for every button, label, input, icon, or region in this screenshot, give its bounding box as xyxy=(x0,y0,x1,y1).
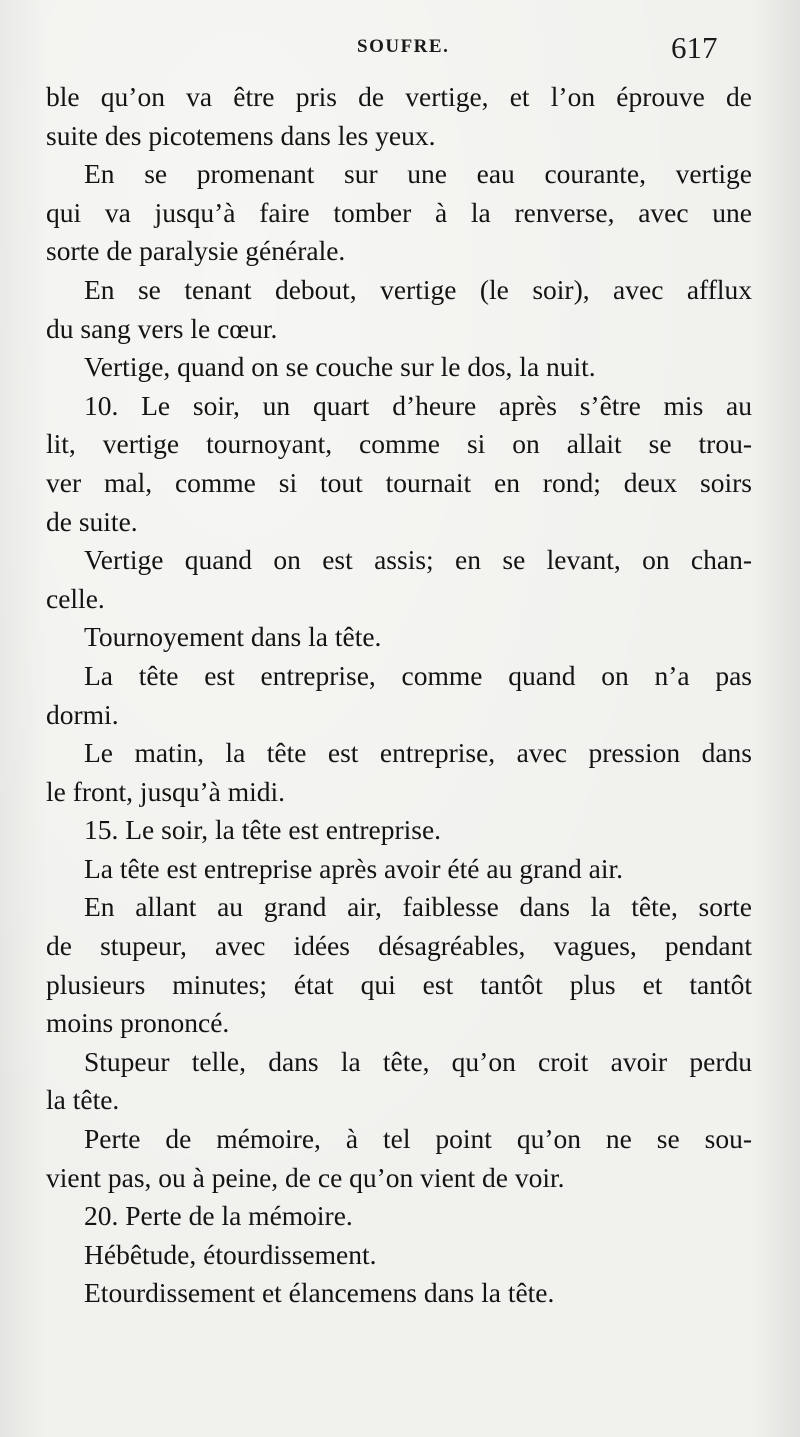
text-line: du sang vers le cœur. xyxy=(46,312,278,344)
text-line: Stupeur telle, dans la tête, qu’on croit avoir perdu xyxy=(84,1045,752,1077)
text-line: 10. Le soir, un quart d’heure après s’être mis au xyxy=(84,389,752,421)
text-line: de suite. xyxy=(46,505,138,537)
text-line: vient pas, ou à peine, de ce qu’on vient de voir. xyxy=(46,1161,565,1193)
page-header xyxy=(0,28,800,68)
text-line: qui va jusqu’à faire tomber à la renverse, avec une xyxy=(46,196,752,228)
text-line: Tournoyement dans la tête. xyxy=(84,621,382,653)
text-line: sorte de paralysie générale. xyxy=(46,235,346,267)
text-line: En se promenant sur une eau courante, vertige xyxy=(84,158,752,190)
text-line: En se tenant debout, vertige (le soir), avec afflux xyxy=(84,273,752,305)
text-line: 20. Perte de la mémoire. xyxy=(84,1200,353,1232)
text-line: Le matin, la tête est entreprise, avec pression dans xyxy=(84,737,752,769)
text-line: Perte de mémoire, à tel point qu’on ne se sou- xyxy=(84,1123,752,1155)
text-line: celle. xyxy=(46,582,105,614)
text-line: la tête. xyxy=(46,1084,120,1116)
text-line: Vertige quand on est assis; en se levant, on chan- xyxy=(84,544,752,576)
running-head: SOUFRE. xyxy=(357,36,450,57)
text-line: dormi. xyxy=(46,698,119,730)
text-line: suite des picotemens dans les yeux. xyxy=(46,119,436,151)
text-line: La tête est entreprise, comme quand on n’a pas xyxy=(84,659,752,691)
text-line: Hébêtude, étourdissement. xyxy=(84,1238,377,1270)
text-line: lit, vertige tournoyant, comme si on allait se trou- xyxy=(46,428,752,460)
text-line: le front, jusqu’à midi. xyxy=(46,775,286,807)
text-line: 15. Le soir, la tête est entreprise. xyxy=(84,814,442,846)
text-line: La tête est entreprise après avoir été au grand air. xyxy=(84,852,624,884)
text-line: ble qu’on va être pris de vertige, et l’on éprouve de xyxy=(46,81,752,112)
text-line: Vertige, quand on se couche sur le dos, la nuit. xyxy=(84,351,596,383)
text-line: moins prononcé. xyxy=(46,1007,230,1039)
text-line: de stupeur, avec idées désagréables, vagues, pendant xyxy=(46,930,752,962)
text-line: Etourdissement et élancemens dans la tête. xyxy=(84,1277,555,1309)
text-line: En allant au grand air, faiblesse dans la tête, sorte xyxy=(84,891,752,923)
text-line: plusieurs minutes; état qui est tantôt plus et tantôt xyxy=(46,968,752,1000)
body-text xyxy=(46,78,752,1313)
text-line: ver mal, comme si tout tournait en rond; deux soirs xyxy=(46,466,752,498)
page-number: 617 xyxy=(671,30,718,65)
